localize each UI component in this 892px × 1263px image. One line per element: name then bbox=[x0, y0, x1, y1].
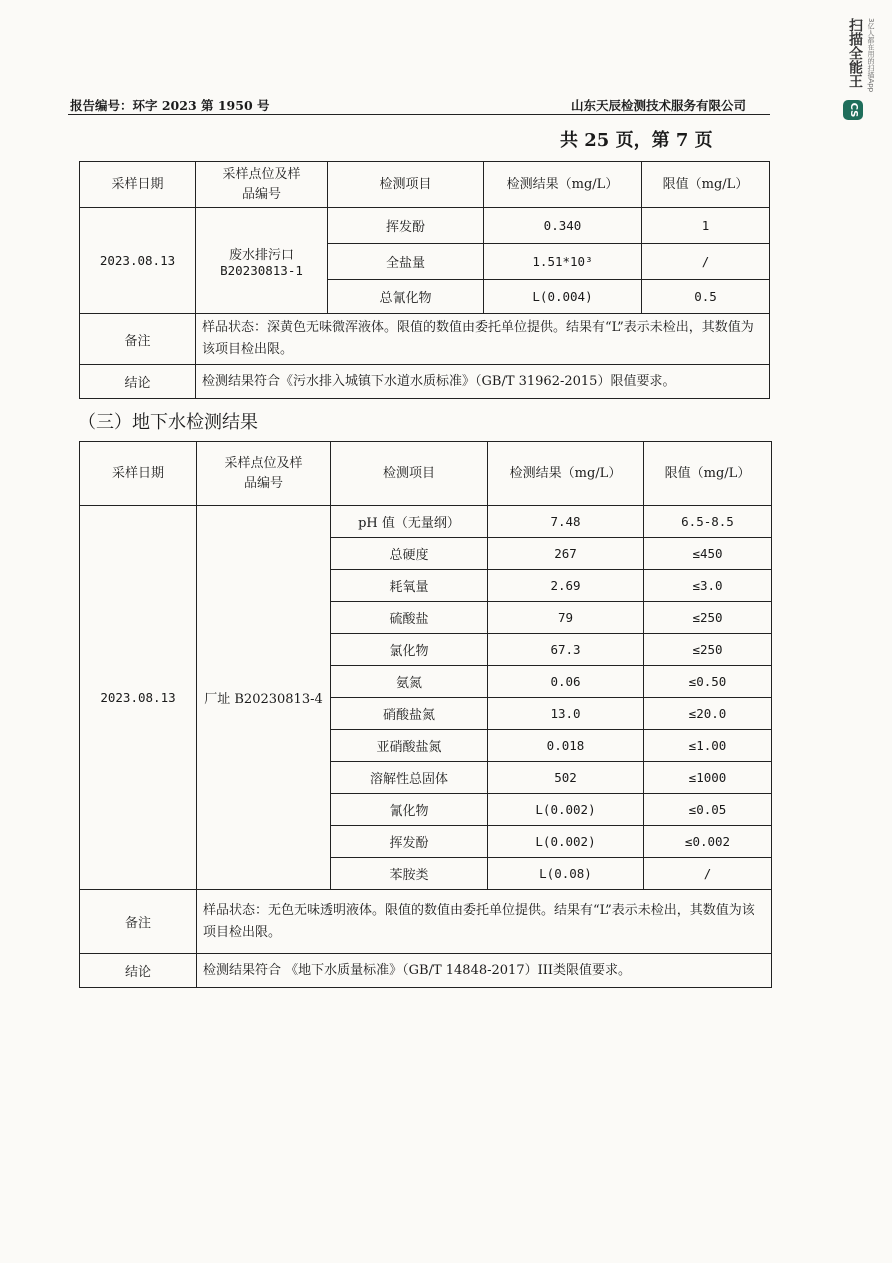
item-name: 耗氧量 bbox=[331, 570, 488, 602]
item-limit: ≤450 bbox=[644, 538, 772, 570]
report-number: 报告编号：环字 2023 第 1950 号 bbox=[70, 98, 270, 113]
item-limit: ≤1.00 bbox=[644, 730, 772, 762]
item-limit: ≤20.0 bbox=[644, 698, 772, 730]
item-name: 亚硝酸盐氮 bbox=[331, 730, 488, 762]
item-result: 2.69 bbox=[488, 570, 644, 602]
item-name: 挥发酚 bbox=[328, 208, 484, 244]
item-result: 67.3 bbox=[488, 634, 644, 666]
conclusion-text: 检测结果符合 《地下水质量标准》（GB/T 14848-2017）III类限值要求。 bbox=[197, 954, 772, 988]
item-limit: / bbox=[644, 858, 772, 890]
wastewater-results-table bbox=[79, 161, 770, 399]
item-result: L(0.08) bbox=[488, 858, 644, 890]
col-header-limit: 限值（mg/L） bbox=[644, 442, 772, 506]
col-header-result: 检测结果（mg/L） bbox=[488, 442, 644, 506]
item-result: 7.48 bbox=[488, 506, 644, 538]
item-name: 苯胺类 bbox=[331, 858, 488, 890]
item-result: 267 bbox=[488, 538, 644, 570]
sampling-date: 2023.08.13 bbox=[80, 506, 197, 890]
sampling-site bbox=[196, 208, 328, 314]
company-name: 山东天辰检测技术服务有限公司 bbox=[570, 98, 746, 113]
item-result: 0.018 bbox=[488, 730, 644, 762]
item-name: 总氰化物 bbox=[328, 280, 484, 314]
item-limit: ≤250 bbox=[644, 634, 772, 666]
sampling-site: 厂址 B20230813-4 bbox=[197, 506, 331, 890]
item-name: 溶解性总固体 bbox=[331, 762, 488, 794]
remark-text: 样品状态：无色无味透明液体。限值的数值由委托单位提供。结果有“L”表示未检出，其数值为该项目检出限。 bbox=[197, 890, 772, 954]
item-name: pH 值（无量纲） bbox=[331, 506, 488, 538]
conclusion-label: 结论 bbox=[80, 954, 197, 988]
table-row bbox=[80, 208, 770, 244]
groundwater-results-table bbox=[79, 441, 772, 988]
item-name: 氰化物 bbox=[331, 794, 488, 826]
item-result: 1.51*10³ bbox=[484, 244, 642, 280]
col-header-date: 采样日期 bbox=[80, 162, 196, 208]
col-header-site: 采样点位及样品编号 bbox=[196, 162, 328, 208]
item-name: 总硬度 bbox=[331, 538, 488, 570]
col-header-limit: 限值（mg/L） bbox=[642, 162, 770, 208]
remark-row bbox=[80, 890, 772, 954]
sample-id: B20230813-1 bbox=[220, 262, 303, 278]
col-header-item: 检测项目 bbox=[328, 162, 484, 208]
table-header-row bbox=[80, 442, 772, 506]
col-header-result: 检测结果（mg/L） bbox=[484, 162, 642, 208]
item-result: 0.06 bbox=[488, 666, 644, 698]
table-header-row bbox=[80, 162, 770, 208]
item-limit: ≤3.0 bbox=[644, 570, 772, 602]
item-result: L(0.004) bbox=[484, 280, 642, 314]
item-limit: 1 bbox=[642, 208, 770, 244]
conclusion-row bbox=[80, 954, 772, 988]
conclusion-text: 检测结果符合《污水排入城镇下水道水质标准》（GB/T 31962-2015）限值要求。 bbox=[196, 365, 770, 399]
section-title: （三）地下水检测结果 bbox=[78, 412, 258, 433]
item-result: L(0.002) bbox=[488, 826, 644, 858]
conclusion-row bbox=[80, 365, 770, 399]
page-count: 共 25 页，第 7 页 bbox=[560, 130, 713, 151]
item-limit: ≤0.002 bbox=[644, 826, 772, 858]
sampling-date: 2023.08.13 bbox=[80, 208, 196, 314]
remark-row bbox=[80, 314, 770, 365]
scanner-logo-icon: CS bbox=[843, 100, 863, 120]
item-limit: / bbox=[642, 244, 770, 280]
col-header-item: 检测项目 bbox=[331, 442, 488, 506]
col-header-date: 采样日期 bbox=[80, 442, 197, 506]
item-result: 79 bbox=[488, 602, 644, 634]
item-name: 挥发酚 bbox=[331, 826, 488, 858]
item-limit: ≤250 bbox=[644, 602, 772, 634]
item-limit: 0.5 bbox=[642, 280, 770, 314]
site-name: 废水排污口 bbox=[228, 247, 294, 263]
item-limit: ≤0.05 bbox=[644, 794, 772, 826]
item-result: 502 bbox=[488, 762, 644, 794]
item-limit: 6.5-8.5 bbox=[644, 506, 772, 538]
col-header-site: 采样点位及样品编号 bbox=[197, 442, 331, 506]
item-result: 13.0 bbox=[488, 698, 644, 730]
header-rule bbox=[68, 114, 770, 115]
remark-label: 备注 bbox=[80, 314, 196, 365]
item-limit: ≤1000 bbox=[644, 762, 772, 794]
item-name: 氨氮 bbox=[331, 666, 488, 698]
remark-label: 备注 bbox=[80, 890, 197, 954]
table-row bbox=[80, 506, 772, 538]
item-result: L(0.002) bbox=[488, 794, 644, 826]
remark-text: 样品状态：深黄色无味微浑液体。限值的数值由委托单位提供。结果有“L”表示未检出，其数值为该项目检出限。 bbox=[196, 314, 770, 365]
item-name: 氯化物 bbox=[331, 634, 488, 666]
item-name: 全盐量 bbox=[328, 244, 484, 280]
conclusion-label: 结论 bbox=[80, 365, 196, 399]
item-result: 0.340 bbox=[484, 208, 642, 244]
item-name: 硝酸盐氮 bbox=[331, 698, 488, 730]
scanner-tagline-watermark: 3亿人都在用的扫描App bbox=[867, 18, 875, 93]
item-limit: ≤0.50 bbox=[644, 666, 772, 698]
scanner-brand-watermark: 扫描全能王 bbox=[847, 18, 863, 88]
item-name: 硫酸盐 bbox=[331, 602, 488, 634]
